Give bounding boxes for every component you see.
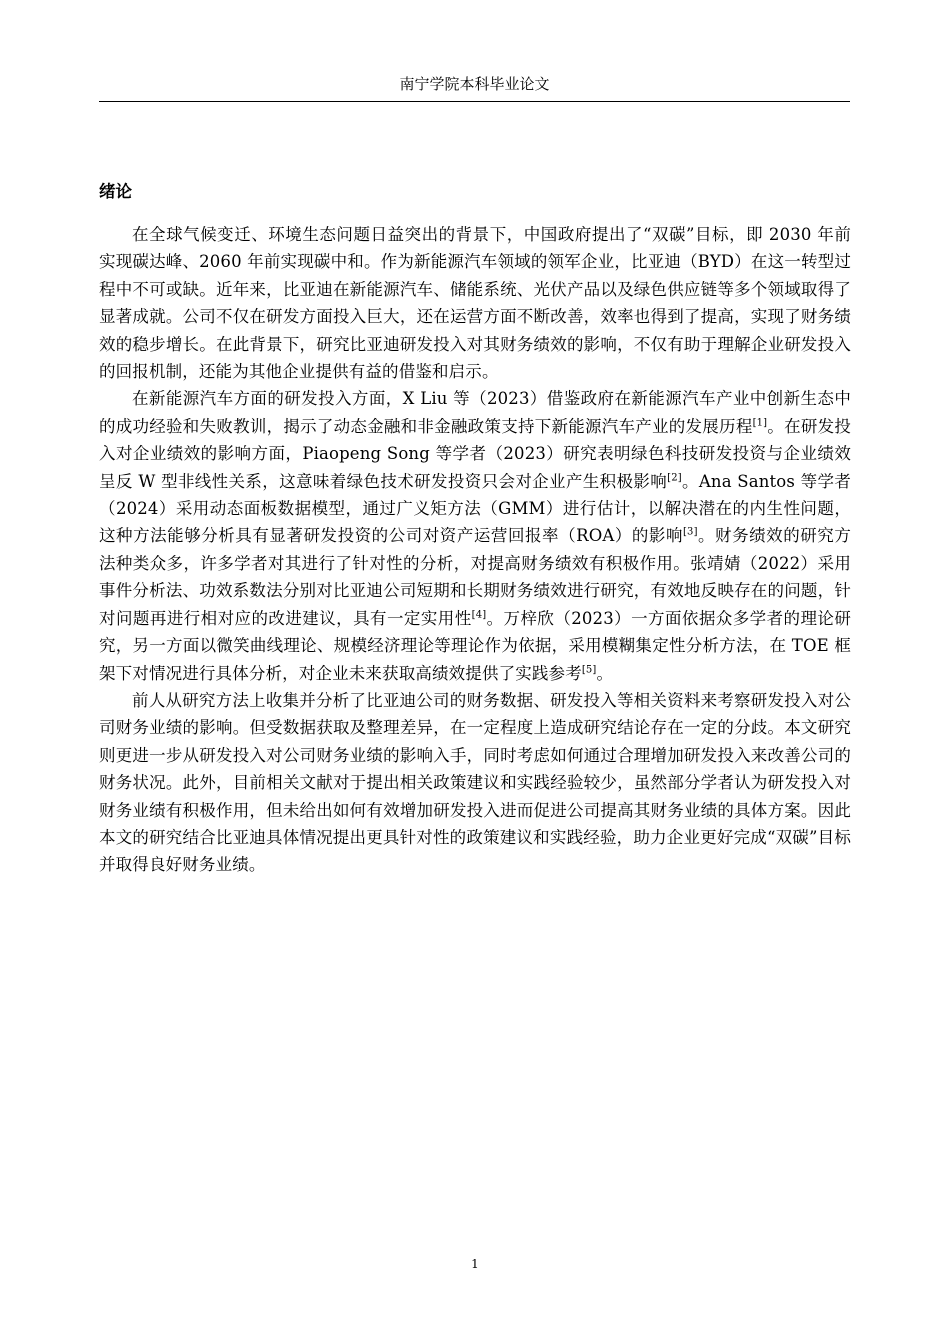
running-header-title: 南宁学院本科毕业论文	[399, 75, 550, 93]
citation-ref: [5]	[581, 664, 597, 675]
paragraph-text: 在全球气候变迁、环境生态问题日益突出的背景下，中国政府提出了“双碳”目标，即 2030 年前实现碳达峰、2060 年前实现碳中和。作为新能源汽车领域的领军企业，比亚迪（BYD）在这一转型过程中不可或缺。近年来，比亚迪在新能源汽车、储能系统、光伏产品以及绿色供应链等多个领域取得了显著成就。公司不仅在研发方面投入巨大，还在运营方面不断改善，效率也得到了提高，实现了财务绩效的稳步增长。在此背景下，研究比亚迪研发投入对其财务绩效的影响，不仅有助于理解企业研发投入的回报机制，还能为其他企业提供有益的借鉴和启示。	[99, 225, 851, 382]
paragraph-text: 在新能源汽车方面的研发投入方面，X Liu 等（2023）借鉴政府在新能源汽车产业中创新生态中的成功经验和失败教训，揭示了动态金融和非金融政策支持下新能源汽车产业的发展历程	[99, 389, 851, 436]
paragraph-literature-review	[99, 385, 851, 686]
running-header	[99, 74, 850, 102]
paragraph-text: 前人从研究方法上收集并分析了比亚迪公司的财务数据、研发投入等相关资料来考察研发投入对公司财务业绩的影响。但受数据获取及整理差异，在一定程度上造成研究结论存在一定的分歧。本文研究则更进一步从研发投入对公司财务业绩的影响入手，同时考虑如何通过合理增加研发投入来改善公司的财务状况。此外，目前相关文献对于提出相关政策建议和实践经验较少，虽然部分学者认为研发投入对财务业绩有积极作用，但未给出如何有效增加研发投入进而促进公司提高其财务业绩的具体方案。因此本文的研究结合比亚迪具体情况提出更具针对性的政策建议和实践经验，助力企业更好完成“双碳”目标并取得良好财务业绩。	[99, 690, 851, 875]
body-text	[99, 221, 851, 879]
paragraph-research-gap	[99, 687, 851, 879]
paragraph-text: 。	[596, 663, 614, 683]
paragraph-text: 。财务绩效的研究方法种类众多，许多学者对其进行了针对性的分析，对提高财务绩效有积极作用。张靖婧（2022）采用事件分析法、功效系数法分别对比亚迪公司短期和长期财务绩效进行研究，有效地反映存在的问题，针对问题再进行相对应的改进建议，具有一定实用性	[99, 526, 851, 628]
section-heading: 绪论	[99, 182, 132, 201]
page-number: 1	[471, 1257, 479, 1271]
citation-ref: [2]	[667, 472, 682, 484]
paragraph-text: 。在研发投入对企业绩效的影响方面，Piaopeng Song 等学者（2023）研究表明绿色科技研发投资与企业绩效呈反 W 型非线性关系，这意味着绿色技术研发投资只会对企业产生积极影响	[99, 416, 851, 491]
paragraph-text: 。Ana Santos 等学者（2024）采用动态面板数据模型，通过广义矩方法（GMM）进行估计，以解决潜在的内生性问题，这种方法能够分析具有显著研发投资的公司对资产运营回报率（ROA）的影响	[99, 471, 851, 546]
citation-ref: [4]	[471, 609, 487, 621]
paragraph-background	[99, 221, 851, 385]
citation-ref: [1]	[752, 417, 768, 429]
paragraph-text: 。万梓欣（2023）一方面依据众多学者的理论研究，另一方面以微笑曲线理论、规模经济理论等理论作为依据，采用模糊集定性分析方法，在 TOE 框架下对情况进行具体分析，对企业未来获取高绩效提供了实践参考	[99, 608, 851, 683]
citation-ref: [3]	[683, 526, 698, 538]
